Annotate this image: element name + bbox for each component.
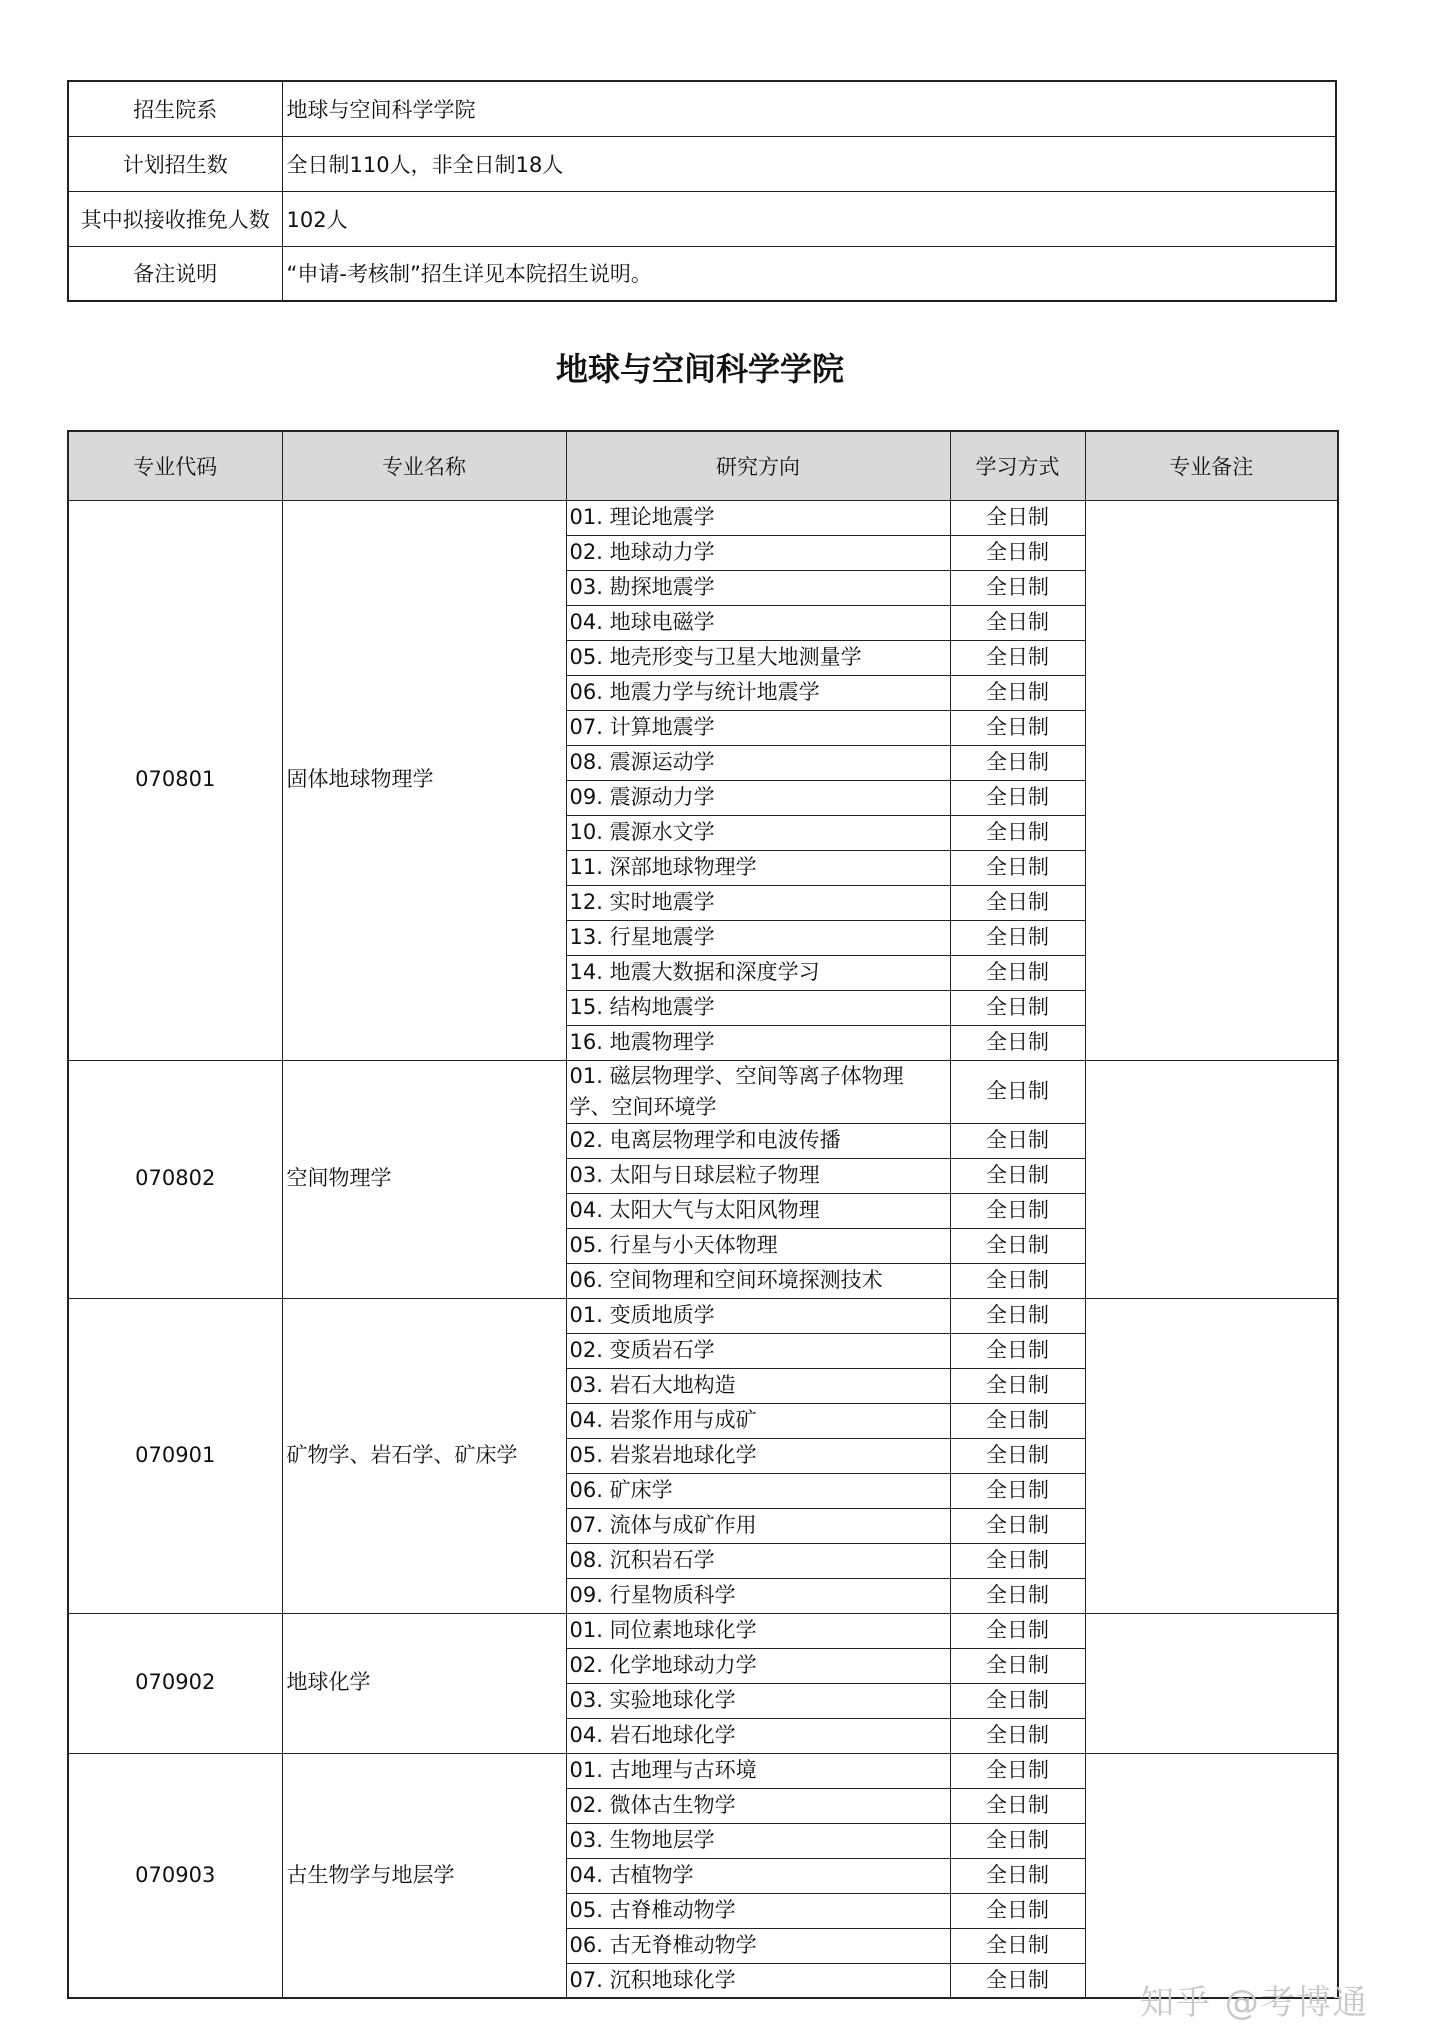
research-direction: 12. 实时地震学 <box>566 885 950 920</box>
study-mode: 全日制 <box>950 1508 1085 1543</box>
study-mode: 全日制 <box>950 605 1085 640</box>
header-name: 专业名称 <box>282 431 566 500</box>
study-mode: 全日制 <box>950 1123 1085 1158</box>
research-direction: 02. 地球动力学 <box>566 535 950 570</box>
info-label: 计划招生数 <box>68 136 282 191</box>
info-row <box>68 136 1336 191</box>
header-code: 专业代码 <box>68 431 282 500</box>
study-mode: 全日制 <box>950 885 1085 920</box>
header-row <box>68 431 1338 500</box>
study-mode: 全日制 <box>950 1788 1085 1823</box>
research-direction: 15. 结构地震学 <box>566 990 950 1025</box>
research-direction: 03. 勘探地震学 <box>566 570 950 605</box>
research-direction: 07. 计算地震学 <box>566 710 950 745</box>
study-mode: 全日制 <box>950 675 1085 710</box>
info-value: “申请-考核制”招生详见本院招生说明。 <box>282 246 1336 301</box>
study-mode: 全日制 <box>950 920 1085 955</box>
header-note: 专业备注 <box>1085 431 1338 500</box>
study-mode: 全日制 <box>950 780 1085 815</box>
research-direction: 06. 空间物理和空间环境探测技术 <box>566 1263 950 1298</box>
major-name: 空间物理学 <box>282 1060 566 1298</box>
study-mode: 全日制 <box>950 535 1085 570</box>
research-direction: 03. 岩石大地构造 <box>566 1368 950 1403</box>
study-mode: 全日制 <box>950 1963 1085 1998</box>
research-direction: 06. 古无脊椎动物学 <box>566 1928 950 1963</box>
table-row <box>68 1753 1338 1788</box>
info-row <box>68 246 1336 301</box>
study-mode: 全日制 <box>950 1228 1085 1263</box>
study-mode: 全日制 <box>950 1403 1085 1438</box>
research-direction: 08. 沉积岩石学 <box>566 1543 950 1578</box>
study-mode: 全日制 <box>950 1158 1085 1193</box>
info-table <box>67 80 1337 302</box>
research-direction: 02. 微体古生物学 <box>566 1788 950 1823</box>
page-title: 地球与空间科学学院 <box>555 350 844 388</box>
research-direction: 09. 震源动力学 <box>566 780 950 815</box>
research-direction: 09. 行星物质科学 <box>566 1578 950 1613</box>
study-mode: 全日制 <box>950 1298 1085 1333</box>
study-mode: 全日制 <box>950 1368 1085 1403</box>
study-mode: 全日制 <box>950 1438 1085 1473</box>
info-row <box>68 81 1336 136</box>
research-direction: 13. 行星地震学 <box>566 920 950 955</box>
major-code: 070901 <box>68 1298 282 1613</box>
major-name: 地球化学 <box>282 1613 566 1753</box>
info-label: 招生院系 <box>68 81 282 136</box>
research-direction: 05. 地壳形变与卫星大地测量学 <box>566 640 950 675</box>
info-label: 备注说明 <box>68 246 282 301</box>
study-mode: 全日制 <box>950 1543 1085 1578</box>
major-code: 070902 <box>68 1613 282 1753</box>
research-direction: 03. 生物地层学 <box>566 1823 950 1858</box>
info-label: 其中拟接收推免人数 <box>68 191 282 246</box>
research-direction: 01. 理论地震学 <box>566 500 950 535</box>
study-mode: 全日制 <box>950 745 1085 780</box>
research-direction: 06. 矿床学 <box>566 1473 950 1508</box>
study-mode: 全日制 <box>950 640 1085 675</box>
major-note <box>1085 1753 1338 1998</box>
research-direction: 01. 磁层物理学、空间等离子体物理学、空间环境学 <box>566 1060 950 1123</box>
major-note <box>1085 1298 1338 1613</box>
study-mode: 全日制 <box>950 1025 1085 1060</box>
header-mode: 学习方式 <box>950 431 1085 500</box>
major-name: 古生物学与地层学 <box>282 1753 566 1998</box>
research-direction: 07. 沉积地球化学 <box>566 1963 950 1998</box>
study-mode: 全日制 <box>950 1858 1085 1893</box>
research-direction: 03. 实验地球化学 <box>566 1683 950 1718</box>
major-code: 070801 <box>68 500 282 1060</box>
study-mode: 全日制 <box>950 1718 1085 1753</box>
research-direction: 02. 化学地球动力学 <box>566 1648 950 1683</box>
research-direction: 16. 地震物理学 <box>566 1025 950 1060</box>
table-row <box>68 1060 1338 1123</box>
research-direction: 06. 地震力学与统计地震学 <box>566 675 950 710</box>
major-name: 固体地球物理学 <box>282 500 566 1060</box>
research-direction: 02. 变质岩石学 <box>566 1333 950 1368</box>
research-direction: 04. 地球电磁学 <box>566 605 950 640</box>
study-mode: 全日制 <box>950 1060 1085 1123</box>
research-direction: 04. 太阳大气与太阳风物理 <box>566 1193 950 1228</box>
info-value: 102人 <box>282 191 1336 246</box>
research-direction: 04. 古植物学 <box>566 1858 950 1893</box>
study-mode: 全日制 <box>950 815 1085 850</box>
research-direction: 05. 古脊椎动物学 <box>566 1893 950 1928</box>
study-mode: 全日制 <box>950 1928 1085 1963</box>
research-direction: 07. 流体与成矿作用 <box>566 1508 950 1543</box>
watermark: 知乎 @考博通 <box>1140 1983 1369 2023</box>
study-mode: 全日制 <box>950 990 1085 1025</box>
info-row <box>68 191 1336 246</box>
info-value: 地球与空间科学学院 <box>282 81 1336 136</box>
study-mode: 全日制 <box>950 850 1085 885</box>
major-note <box>1085 500 1338 1060</box>
majors-table <box>67 430 1339 1999</box>
study-mode: 全日制 <box>950 710 1085 745</box>
research-direction: 04. 岩浆作用与成矿 <box>566 1403 950 1438</box>
study-mode: 全日制 <box>950 1263 1085 1298</box>
research-direction: 01. 同位素地球化学 <box>566 1613 950 1648</box>
table-row <box>68 500 1338 535</box>
research-direction: 02. 电离层物理学和电波传播 <box>566 1123 950 1158</box>
major-code: 070802 <box>68 1060 282 1298</box>
table-row <box>68 1298 1338 1333</box>
study-mode: 全日制 <box>950 955 1085 990</box>
research-direction: 14. 地震大数据和深度学习 <box>566 955 950 990</box>
study-mode: 全日制 <box>950 1613 1085 1648</box>
info-value: 全日制110人，非全日制18人 <box>282 136 1336 191</box>
study-mode: 全日制 <box>950 570 1085 605</box>
research-direction: 05. 行星与小天体物理 <box>566 1228 950 1263</box>
study-mode: 全日制 <box>950 1648 1085 1683</box>
study-mode: 全日制 <box>950 1193 1085 1228</box>
research-direction: 10. 震源水文学 <box>566 815 950 850</box>
study-mode: 全日制 <box>950 1473 1085 1508</box>
research-direction: 01. 变质地质学 <box>566 1298 950 1333</box>
major-note <box>1085 1613 1338 1753</box>
study-mode: 全日制 <box>950 1753 1085 1788</box>
study-mode: 全日制 <box>950 1823 1085 1858</box>
table-row <box>68 1613 1338 1648</box>
info-body <box>68 81 1336 301</box>
research-direction: 01. 古地理与古环境 <box>566 1753 950 1788</box>
study-mode: 全日制 <box>950 1333 1085 1368</box>
research-direction: 03. 太阳与日球层粒子物理 <box>566 1158 950 1193</box>
research-direction: 08. 震源运动学 <box>566 745 950 780</box>
major-note <box>1085 1060 1338 1298</box>
research-direction: 11. 深部地球物理学 <box>566 850 950 885</box>
research-direction: 05. 岩浆岩地球化学 <box>566 1438 950 1473</box>
study-mode: 全日制 <box>950 1578 1085 1613</box>
header-direction: 研究方向 <box>566 431 950 500</box>
research-direction: 04. 岩石地球化学 <box>566 1718 950 1753</box>
majors-body <box>68 500 1338 1998</box>
study-mode: 全日制 <box>950 1683 1085 1718</box>
study-mode: 全日制 <box>950 500 1085 535</box>
major-code: 070903 <box>68 1753 282 1998</box>
major-name: 矿物学、岩石学、矿床学 <box>282 1298 566 1613</box>
study-mode: 全日制 <box>950 1893 1085 1928</box>
